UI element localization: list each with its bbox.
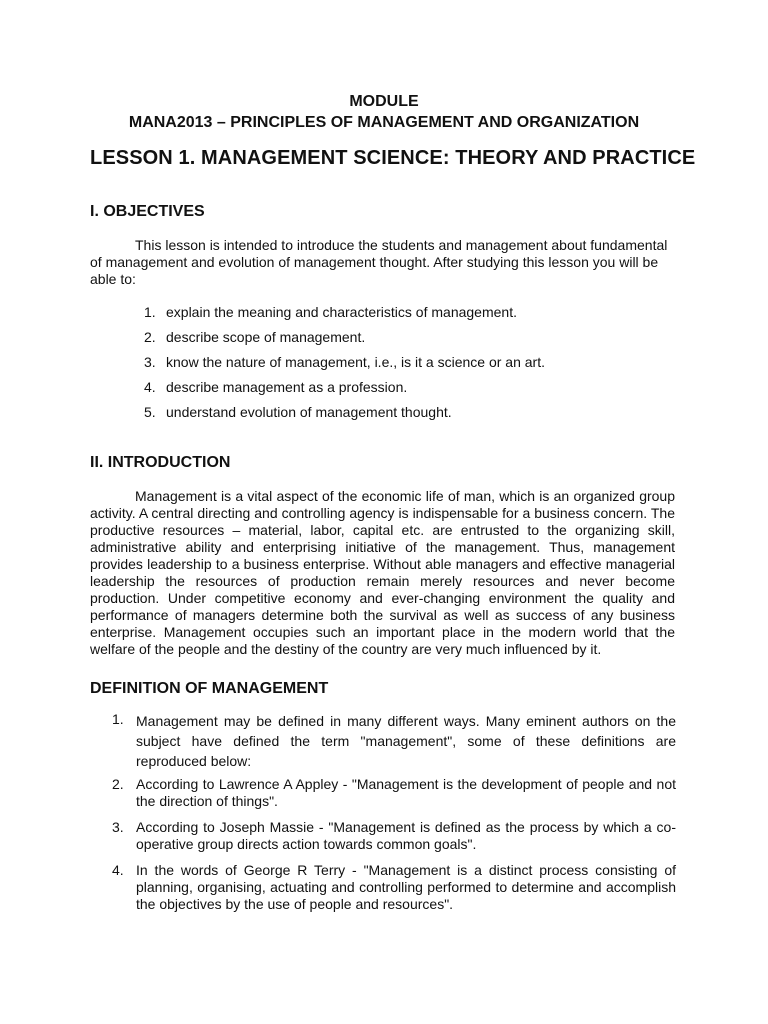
objectives-intro-text: This lesson is intended to introduce the students and management about fundamental of management and evolution of management thought. After studying this lesson you will be able to: xyxy=(90,237,668,287)
list-item-text: describe management as a profession. xyxy=(166,379,408,395)
list-item xyxy=(90,862,676,913)
definition-list xyxy=(90,711,676,922)
lesson-title: LESSON 1. MANAGEMENT SCIENCE: THEORY AND PRACTICE xyxy=(90,147,696,169)
list-item-number: 4. xyxy=(112,862,124,878)
list-item xyxy=(90,329,676,354)
list-item-number: 5. xyxy=(144,404,156,420)
objectives-intro-paragraph xyxy=(90,237,676,288)
definition-heading: DEFINITION OF MANAGEMENT xyxy=(90,680,329,697)
module-title: MODULE xyxy=(349,93,419,110)
list-item-text: describe scope of management. xyxy=(166,329,366,345)
list-item-text: Management may be defined in many different ways. Many eminent authors on the subject have defined the term "management", some of these definitions are reproduced below: xyxy=(136,713,676,769)
list-item-text: know the nature of management, i.e., is it a science or an art. xyxy=(166,354,545,370)
introduction-text: Management is a vital aspect of the economic life of man, which is an organized group activity. A central directing and controlling agency is indispensable for a business concern. The productive resources – material, labor, capital etc. are entrusted to the organizing skill, administrative ability and enterprising initiative of the management. Thus, management provides leadership to a business enterprise. Without able managers and effective managerial leadership the resources of production remain merely resources and never become production. Under competitive economy and ever-changing environment the quality and performance of managers determine both the survival as well as success of any business enterprise. Management occupies such an important place in the modern world that the welfare of the people and the destiny of the country are very much influenced by it. xyxy=(90,488,675,657)
list-item-text: explain the meaning and characteristics of management. xyxy=(166,304,517,320)
list-item-number: 2. xyxy=(144,329,156,345)
introduction-paragraph xyxy=(90,488,675,658)
list-item-text: According to Lawrence A Appley - "Management is the development of people and not the direction of things". xyxy=(136,776,676,809)
list-item-number: 3. xyxy=(144,354,156,370)
list-item xyxy=(90,819,676,853)
list-item-text: In the words of George R Terry - "Management is a distinct process consisting of planning, organising, actuating and controlling performed to determine and accomplish the objectives by the use of people and resources". xyxy=(136,862,676,912)
list-item xyxy=(90,711,676,771)
list-item-number: 1. xyxy=(144,304,156,320)
list-item-number: 2. xyxy=(112,776,124,792)
list-item-number: 3. xyxy=(112,819,124,835)
introduction-heading: II. INTRODUCTION xyxy=(90,454,231,471)
list-item xyxy=(90,379,676,404)
list-item xyxy=(90,354,676,379)
list-item-number: 1. xyxy=(112,711,124,727)
list-item-text: understand evolution of management thought. xyxy=(166,404,452,420)
course-title: MANA2013 – PRINCIPLES OF MANAGEMENT AND ORGANIZATION xyxy=(128,114,640,131)
list-item-number: 4. xyxy=(144,379,156,395)
list-item xyxy=(90,776,676,810)
objectives-list xyxy=(90,304,676,429)
objectives-heading: I. OBJECTIVES xyxy=(90,203,205,220)
list-item xyxy=(90,304,676,329)
list-item-text: According to Joseph Massie - "Management is defined as the process by which a co-operative group directs action towards common goals". xyxy=(136,819,676,852)
list-item xyxy=(90,404,676,429)
